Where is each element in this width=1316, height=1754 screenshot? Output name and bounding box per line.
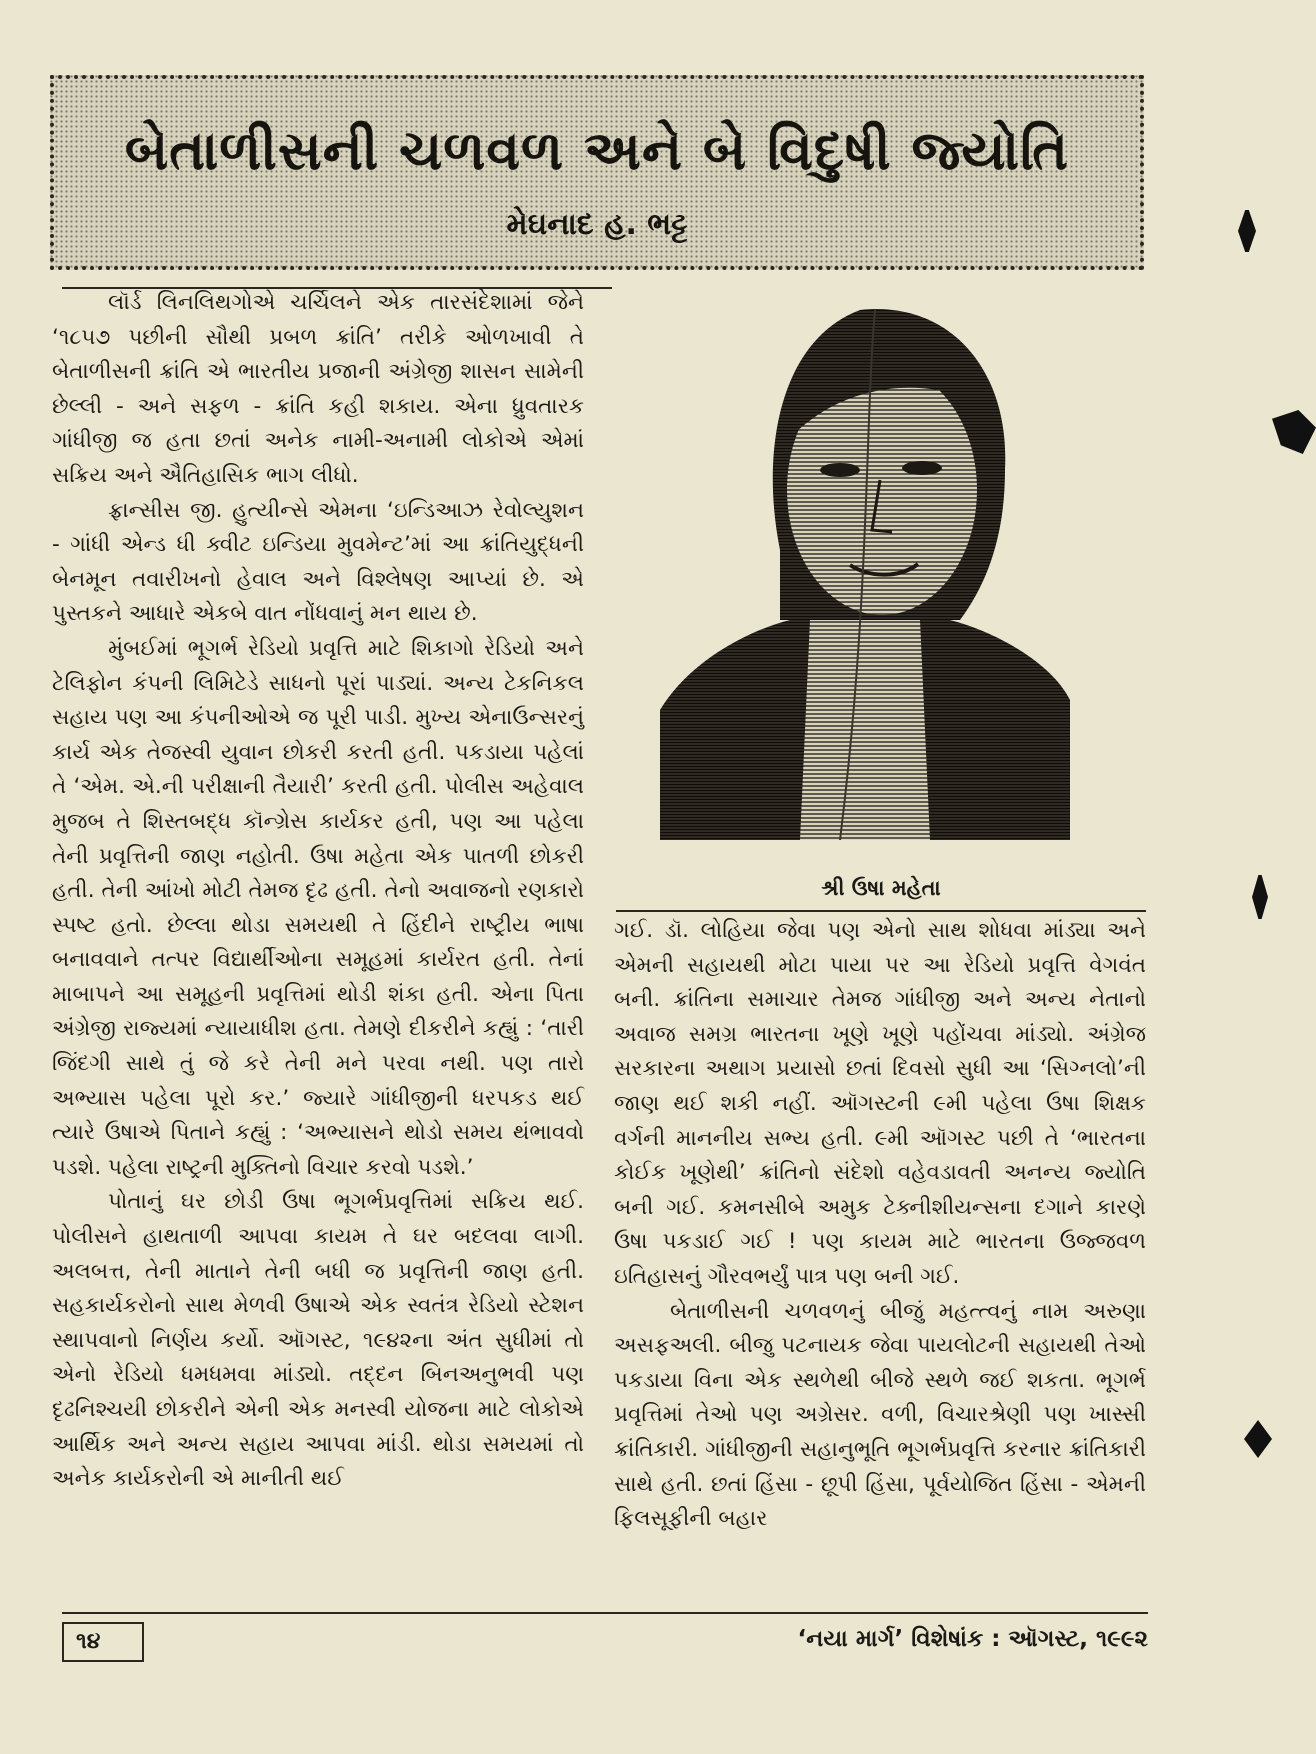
binding-hole-mark [1238,210,1256,252]
right-column [614,914,1146,1537]
portrait-caption: શ્રી ઉષા મહેતા [821,876,941,900]
paragraph: લૉર્ડ લિનલિથગોએ ચર્ચિલને એક તારસંદેશામાં જેને ‘૧૮૫૭ પછીની સૌથી પ્રબળ ક્રાંતિ’ તરીકે ઓળખાવી તે બેતાળીસની ક્રાંતિ એ ભારતીય પ્રજાની અંગ્રેજી શાસન સામેની છેલ્લી - અને સફળ - ક્રાંતિ કહી શકાય. એના ધ્રુવતારક ગાંધીજી જ હતા છતાં અનેક નામી-અનામી લોકોએ એમાં સક્રિય અને ઐતિહાસિક ભાગ લીધો. [52,290,584,488]
article-author: મેઘનાદ હ. ભટ્ટ [506,207,688,242]
paragraph: પોતાનું ઘર છોડી ઉષા ભૂગર્ભપ્રવૃત્તિમાં સક્રિય થઈ. પોલીસને હાથતાળી આપવા કાયમ તે ઘર બદલવા લાગી. અલબત્ત, તેની માતાને તેની બધી જ પ્રવૃત્તિની જાણ હતી. સહકાર્યકરોનો સાથ મેળવી ઉષાએ એક સ્વતંત્ર રેડિયો સ્ટેશન સ્થાપવાનો નિર્ણય કર્યો. ઑગસ્ટ, ૧૯૪૨ના અંત સુધીમાં તો એનો રેડિયો ધમધમવા માંડ્યો. તદ્દન બિનઅનુભવી પણ દૃઢનિશ્ચયી છોકરીને એની એક મનસ્વી યોજના માટે લોકોએ આર્થિક અને અન્ય સહાય આપવા માંડી. થોડા સમયમાં તો અનેક કાર્યકરોની એ માનીતી થઈ [52,1189,584,1492]
footer-rule [62,1612,1148,1614]
caption-rule [616,910,1146,912]
portrait-image [660,300,1070,840]
binding-hole-mark [1272,410,1316,454]
binding-hole-mark [1244,1420,1272,1458]
article-header [50,75,1144,270]
paragraph: ગઈ. ડૉ. લોહિયા જેવા પણ એનો સાથ શોધવા માંડ્યા અને એમની સહાયથી મોટા પાયા પર આ રેડિયો પ્રવૃત્તિ વેગવંત બની. ક્રાંતિના સમાચાર તેમજ ગાંધીજી અને અન્ય નેતાનો અવાજ સમગ્ર ભારતના ખૂણે ખૂણે પહોંચવા માંડ્યો. અંગ્રેજ સરકારના અથાગ પ્રયાસો છતાં દિવસો સુધી આ ‘સિગ્નલો’ની જાણ થઈ શકી નહીં. ઑગસ્ટની ૯મી પહેલા ઉષા શિક્ષક વર્ગની માનનીય સભ્ય હતી. ૯મી ઑગસ્ટ પછી તે ‘ભારતના કોઈક ખૂણેથી’ ક્રાંતિનો સંદેશો વહેવડાવતી અનન્ય જ્યોતિ બની ગઈ. કમનસીબે અમુક ટેક્નીશીયન્સના દગાને કારણે ઉષા પકડાઈ ગઈ ! પણ કાયમ માટે ભારતના ઉજ્જવળ ઇતિહાસનું ગૌરવભર્યું પાત્ર પણ બની ગઈ. [614,918,1146,1289]
publication-footer: ‘નયા માર્ગ’ વિશેષાંક : ઑગસ્ટ, ૧૯૯૨ [797,1626,1148,1652]
paragraph: ફ્રાન્સીસ જી. હુત્યીન્સે એમના ‘ઇન્ડિઆઝ રેવોલ્યુશન - ગાંધી એન્ડ ધી ક્વીટ ઇન્ડિયા મુવમેન્ટ’માં આ ક્રાંતિયુદ્ધની બેનમૂન તવારીખનો હેવાલ અને વિશ્લેષણ આપ્યાં છે. એ પુસ્તકને આધારે એકબે વાત નોંધવાનું મન થાય છે. [52,497,584,627]
left-column [52,286,584,1497]
portrait-illustration [660,300,1070,840]
paragraph: મુંબઈમાં ભૂગર્ભ રેડિયો પ્રવૃત્તિ માટે શિકાગો રેડિયો અને ટેલિફોન કંપની લિમિટેડે સાધનો પૂરાં પાડ્યાં. અન્ય ટેકનિકલ સહાય પણ આ કંપનીઓએ જ પૂરી પાડી. મુખ્ય એનાઉન્સરનું કાર્ય એક તેજસ્વી યુવાન છોકરી કરતી હતી. પકડાયા પહેલાં તે ‘એમ. એ.ની પરીક્ષાની તૈયારી’ કરતી હતી. પોલીસ અહેવાલ મુજબ તે શિસ્તબદ્ધ કૉન્ગ્રેસ કાર્યકર હતી, પણ આ પહેલા તેની પ્રવૃત્તિની જાણ નહોતી. ઉષા મહેતા એક પાતળી છોકરી હતી. તેની આંખો મોટી તેમજ દૃઢ હતી. તેનો અવાજનો રણકારો સ્પષ્ટ હતો. છેલ્લા થોડા સમયથી તે હિંદીને રાષ્ટ્રીય ભાષા બનાવવાને તત્પર વિદ્યાર્થીઓના સમૂહમાં કાર્યરત હતી. તેનાં માબાપને આ સમૂહની પ્રવૃત્તિમાં થોડી શંકા હતી. એના પિતા અંગ્રેજી રાજ્યમાં ન્યાયાધીશ હતા. તેમણે દીકરીને કહ્યું : ‘તારી જિંદગી સાથે તું જે કરે તેની મને પરવા નથી. પણ તારો અભ્યાસ પહેલા પૂરો કર.’ જ્યારે ગાંધીજીની ધરપકડ થઈ ત્યારે ઉષાએ પિતાને કહ્યું : ‘અભ્યાસને થોડો સમય થંભાવવો પડશે. પહેલા રાષ્ટ્રની મુક્તિનો વિચાર કરવો પડશે.’ [52,635,584,1180]
paragraph: બેતાળીસની ચળવળનું બીજું મહત્ત્વનું નામ અરુણા અસફઅલી. બીજુ પટનાયક જેવા પાયલોટની સહાયથી તેઓ પકડાયા વિના એક સ્થળેથી બીજે સ્થળે જઈ શકતા. ભૂગર્ભ પ્રવૃત્તિમાં તેઓ પણ અગ્રેસર. વળી, વિચારશ્રેણી પણ ખાસ્સી ક્રાંતિકારી. ગાંધીજીની સહાનુભૂતિ ભૂગર્ભપ્રવૃત્તિ કરનાર ક્રાંતિકારી સાથે હતી. છતાં હિંસા - છૂપી હિંસા, પૂર્વયોજિત હિંસા - એમની ફિલસૂફીની બહાર [614,1298,1146,1532]
article-title: બેતાળીસની ચળવળ અને બે વિદુષી જ્યોતિ [124,119,1070,182]
binding-hole-mark [1252,875,1268,919]
page-number: ૧૪ [62,1622,144,1662]
